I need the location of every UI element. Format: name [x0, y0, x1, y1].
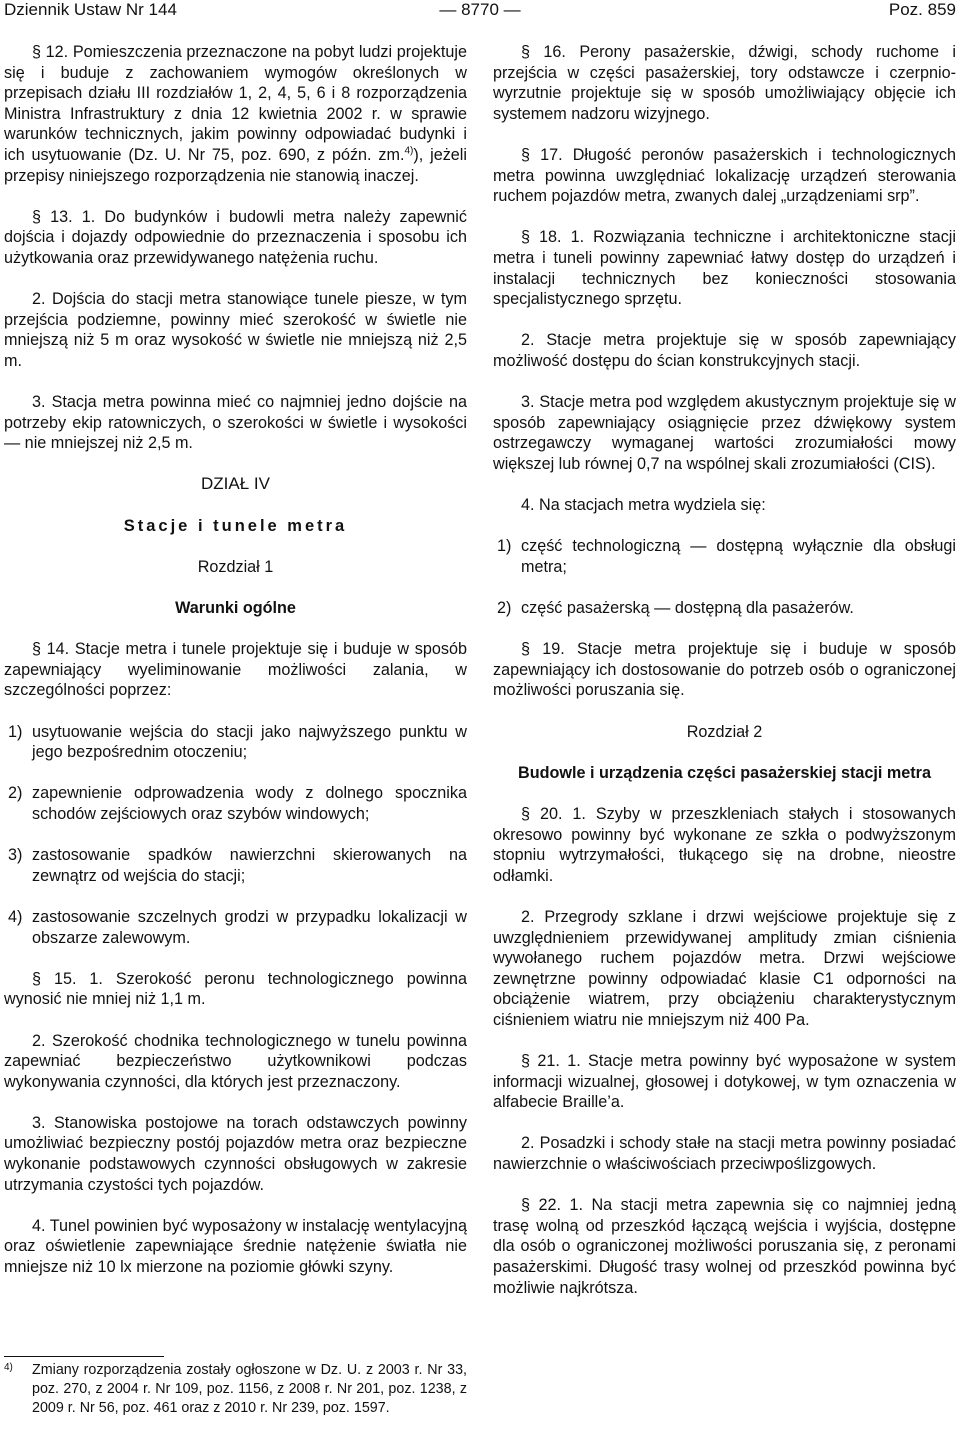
- paragraph-text: § 16. Perony pasażerskie, dźwigi, schody ruchome i przejścia w części pasażerskiej, tory odstawcze i czerpnio-wyrzutnie projektuje się w sposób umożliwiający objęcie ich systemem nadzoru wizyjnego.: [493, 43, 956, 123]
- paragraph: [4, 1031, 467, 1093]
- paragraph-text: § 22. 1. Na stacji metra zapewnia się co najmniej jedną trasę wolną od przeszkód łączącą wejścia i wyjścia, dostępne dla osób o ograniczonej możliwości poruszania się, z peronami pasażerskimi. Długość trasy wolnej od przeszkód powinna być możliwie najkrótsza.: [493, 1196, 956, 1297]
- footnote-number: 4): [4, 1362, 13, 1373]
- list-item-number: 3): [8, 846, 23, 865]
- list-item-number: 2): [8, 784, 23, 803]
- footnote-text: Zmiany rozporządzenia zostały ogłoszone w Dz. U. z 2003 r. Nr 33, poz. 270, z 2004 r. Nr 109, poz. 1156, z 2008 r. Nr 201, poz. 1238, z 2009 r. Nr 56, poz. 461 oraz z 2010 r. Nr 239, poz. 1597.: [32, 1362, 467, 1416]
- page-number: — 8770 —: [439, 0, 521, 19]
- paragraph: [4, 1216, 467, 1278]
- paragraph-text: 4. Tunel powinien być wyposażony w instalację wentylacyjną oraz oświetlenie zapewniające średnie natężenie światła nie mniejsze niż 10 lx mierzone na poziomie główki szyny.: [4, 1216, 467, 1277]
- paragraph-text: § 19. Stacje metra projektuje się i buduje w sposób zapewniający ich dostosowanie do potrzeb osób o ograniczonej możliwości poruszania się.: [493, 640, 956, 700]
- page-header: [4, 0, 956, 24]
- paragraph: [4, 289, 467, 371]
- paragraph: [493, 804, 956, 886]
- division-title-text: DZIAŁ IV: [201, 474, 270, 494]
- paragraph: [493, 1195, 956, 1298]
- right-column: [493, 42, 956, 1319]
- list-item-text: zastosowanie spadków nawierzchni skierowanych na zewnątrz od wejścia do stacji;: [32, 846, 467, 885]
- chapter-heading-text: Warunki ogólne: [175, 599, 296, 618]
- list-item-text: usytuowanie wejścia do stacji jako najwyższego punktu w jego bezpośrednim otoczeniu;: [32, 722, 467, 762]
- left-column: [4, 42, 467, 1298]
- paragraph: [4, 392, 467, 454]
- paragraph-text: § 12. Pomieszczenia przeznaczone na pobyt ludzi projektuje się i buduje z zachowaniem wymogów określonych w przepisach działu III rozdziałów 1, 2, 4, 5, 6 i 8 rozporządzenia Ministra Infrastruktury z dnia 12 kwietnia 2002 r. w sprawie warunków technicznych, jakim powinny odpowiadać budynki i ich usytuowanie (Dz. U. Nr 75, poz. 690, z późn. zm.: [4, 43, 467, 164]
- list-item: [493, 536, 956, 577]
- paragraph: [493, 907, 956, 1031]
- paragraph-text: § 13. 1. Do budynków i budowli metra należy zapewnić dojścia i dojazdy odpowiednie do przeznaczenia i sposobu ich użytkowania oraz przewidywanego natężenia ruchu.: [4, 207, 467, 267]
- list-item-number: 1): [497, 537, 512, 556]
- paragraph-text: 2. Dojścia do stacji metra stanowiące tunele piesze, w tym przejścia podziemne, powinny mieć szerokość w świetle nie mniejszą niż 5 m oraz wysokość w świetle nie mniejszą niż 2,5 m.: [4, 290, 467, 370]
- list-item: [4, 907, 467, 948]
- list-item: [4, 783, 467, 824]
- list-item-number: 1): [8, 722, 23, 741]
- paragraph: [4, 42, 467, 186]
- paragraph: [493, 330, 956, 371]
- list-item-text: część technologiczną — dostępną wyłącznie dla obsługi metra;: [521, 537, 956, 576]
- paragraph: [493, 1133, 956, 1174]
- paragraph-text: § 15. 1. Szerokość peronu technologicznego powinna wynosić nie mniej niż 1,1 m.: [4, 969, 467, 1009]
- chapter-heading: [4, 598, 467, 619]
- division-title: [4, 474, 467, 495]
- paragraph-text: 3. Stacje metra pod względem akustycznym projektuje się w sposób zapewniający osiągnięcie przez dźwiękowy system ostrzegawczy wymaganej wartości zrozumiałości mowy większej lub równej 0,7 na wspólnej skali zrozumiałości (CIS).: [493, 393, 956, 473]
- paragraph-text: § 21. 1. Stacje metra powinny być wyposażone w system informacji wizualnej, głosowej i dotykowej, w tym oznaczenia w alfabecie Braille’a.: [493, 1052, 956, 1112]
- paragraph: [4, 969, 467, 1010]
- list-item: [4, 722, 467, 763]
- paragraph: [493, 42, 956, 124]
- footnote-divider: [4, 1356, 164, 1357]
- paragraph-text: 2. Szerokość chodnika technologicznego w tunelu powinna zapewniać bezpieczeństwo użytkownikowi podczas wykonywania czynności, dla których jest przeznaczony.: [4, 1031, 467, 1091]
- paragraph-text-continued: ), jeżeli przepisy niniejszego rozporządzenia nie stanowią inaczej.: [4, 145, 467, 185]
- paragraph-text: § 20. 1. Szyby w przeszkleniach stałych i stosowanych okresowo powinny być wykonane ze szkła o podwyższonym stopniu wytrzymałości, tłukącego się na drobne, nieostre odłamki.: [493, 804, 956, 885]
- paragraph: [493, 227, 956, 309]
- footnote: [4, 1361, 467, 1418]
- chapter-heading: [493, 763, 956, 784]
- chapter-title-text: Rozdział 2: [686, 722, 763, 741]
- paragraph: [493, 1051, 956, 1113]
- paragraph: [4, 1113, 467, 1195]
- list-item: [4, 845, 467, 886]
- journal-title: Dziennik Ustaw Nr 144: [4, 0, 177, 19]
- paragraph-text: 2. Stacje metra projektuje się w sposób zapewniający możliwość dostępu do ścian konstrukcyjnych stacji.: [493, 331, 956, 370]
- paragraph: [4, 639, 467, 701]
- paragraph: [493, 392, 956, 474]
- chapter-title: [493, 722, 956, 743]
- position-number: Poz. 859: [888, 0, 956, 19]
- list-item-text: zastosowanie szczelnych grodzi w przypadku lokalizacji w obszarze zalewowym.: [32, 907, 467, 947]
- list-item-number: 2): [497, 599, 512, 618]
- paragraph: [4, 207, 467, 269]
- list-item-number: 4): [8, 907, 23, 926]
- paragraph-text: 2. Przegrody szklane i drzwi wejściowe projektuje się z uwzględnieniem przewidywanej amplitudy zmian ciśnienia wywołanego ruchem pojazdów metra. Drzwi wejściowe zewnętrzne powinny odpowiadać klasie C1 odporności na obciążenie wiatrem, przy obciążeniu charakterystycznym ciśnieniem wiatru nie mniejszym niż 400 Pa.: [493, 907, 956, 1029]
- paragraph-text: 3. Stacja metra powinna mieć co najmniej jedno dojście na potrzeby ekip ratowniczych, o szerokości w świetle i wysokości — nie mniejszej niż 2,5 m.: [4, 393, 467, 453]
- paragraph-text: 4. Na stacjach metra wydziela się:: [521, 496, 766, 515]
- paragraph: [493, 145, 956, 207]
- paragraph-text: § 17. Długość peronów pasażerskich i technologicznych metra powinna uwzględniać lokalizację urządzeń sterowania ruchem pojazdów metra, zwanych dalej „urządzeniami srp”.: [493, 145, 956, 206]
- list-item-text: zapewnienie odprowadzenia wody z dolnego spocznika schodów zejściowych oraz szybów windowych;: [32, 784, 467, 823]
- paragraph: [493, 495, 956, 516]
- chapter-title: [4, 557, 467, 578]
- paragraph: [493, 639, 956, 701]
- chapter-heading-text: Budowle i urządzenia części pasażerskiej stacji metra: [518, 763, 931, 782]
- division-subtitle: [4, 516, 467, 537]
- list-item: [493, 598, 956, 619]
- paragraph-text: § 18. 1. Rozwiązania techniczne i architektoniczne stacji metra i tuneli powinny zapewniać łatwy dostęp do urządzeń i instalacji technicznych bez konieczności stosowania specjalistycznego sprzętu.: [493, 228, 956, 309]
- list-item-text: część pasażerską — dostępną dla pasażerów.: [521, 599, 854, 618]
- chapter-title-text: Rozdział 1: [197, 557, 274, 576]
- paragraph-text: § 14. Stacje metra i tunele projektuje się i buduje w sposób zapewniający wyeliminowanie możliwości zalania, w szczególności poprzez:: [4, 640, 467, 700]
- division-subtitle-text: Stacje i tunele metra: [123, 516, 348, 535]
- footnote-reference: 4): [404, 145, 414, 157]
- paragraph-text: 2. Posadzki i schody stałe na stacji metra powinny posiadać nawierzchnie o właściwościach przeciwpoślizgowych.: [493, 1134, 956, 1174]
- paragraph-text: 3. Stanowiska postojowe na torach odstawczych powinny umożliwiać bezpieczny postój pojazdów metra oraz bezpieczne wykonanie podstawowych czynności obsługowych w zakresie utrzymania czystości tych pojazdów.: [4, 1113, 467, 1194]
